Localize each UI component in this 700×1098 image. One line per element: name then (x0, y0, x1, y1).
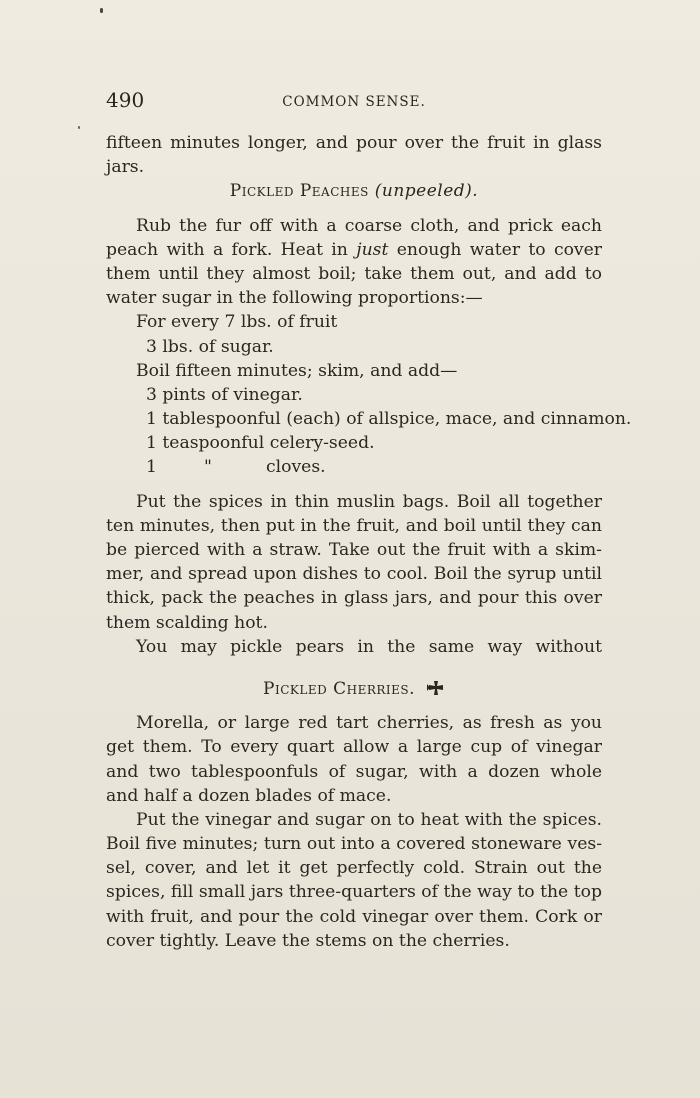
heading-text: Pickled Peaches (229, 181, 369, 202)
text-line: fifteen minutes longer, and pour over the fruit in glass (106, 133, 602, 153)
text-line: with fruit, and pour the cold vinegar over them. Cork or (106, 906, 602, 927)
text-line: get them. To every quart allow a large cup of vinegar (106, 737, 602, 758)
ingredient: cloves. (266, 457, 326, 478)
text-line: them scalding hot. (106, 612, 268, 633)
text-line: cover tightly. Leave the stems on the cherries. (106, 930, 510, 951)
text-line: mer, and spread upon dishes to cool. Boil the syrup until (106, 564, 602, 585)
text-line: spices, fill small jars three-quarters of the way to the top (106, 882, 602, 903)
text-fragment: peach with a fork. Heat in (106, 239, 348, 260)
heading-note: (unpeeled). (374, 181, 479, 202)
running-head: COMMON SENSE. (282, 94, 426, 110)
text-line: Put the vinegar and sugar on to heat with the spices. (136, 809, 602, 830)
recipe-line: 1 teaspoonful celery-seed. (146, 433, 375, 454)
recipe-line (106, 455, 602, 479)
emphasis: just (356, 239, 389, 260)
text-line: Put the spices in thin muslin bags. Boil all together (136, 491, 602, 512)
section-heading-cherries (106, 677, 602, 701)
ditto-mark: " (204, 457, 212, 478)
text-line: You may pickle pears in the same way without (136, 636, 602, 657)
ink-speck (100, 8, 103, 13)
text-line: jars. (106, 157, 145, 178)
recipe-line: Boil fifteen minutes; skim, and add— (136, 360, 458, 381)
section-heading-peaches (106, 179, 602, 203)
recipe-line: For every 7 lbs. of fruit (136, 312, 338, 333)
page-header (106, 88, 602, 116)
text-fragment: enough water to cover (396, 239, 602, 260)
text-line (106, 238, 602, 262)
ink-speck (78, 126, 80, 129)
text-line: Morella, or large red tart cherries, as fresh as you (136, 713, 602, 734)
page-body (106, 131, 632, 953)
quantity: 1 (146, 457, 157, 478)
page-number: 490 (106, 88, 145, 112)
text-line: Rub the fur off with a coarse cloth, and prick each (136, 215, 602, 236)
recipe-line: 3 lbs. of sugar. (146, 336, 274, 357)
text-line: them until they almost boil; take them out, and add to (106, 263, 602, 284)
text-line: and two tablespoonfuls of sugar, with a dozen whole (106, 761, 602, 782)
text-line: ten minutes, then put in the fruit, and boil until they can (106, 515, 602, 536)
text-line: water sugar in the following proportions:— (106, 288, 483, 309)
heading-text: Pickled Cherries. (263, 678, 416, 699)
text-line: sel, cover, and let it get perfectly cold. Strain out the (106, 858, 602, 879)
text-line: be pierced with a straw. Take out the fruit with a skim- (106, 540, 602, 560)
recipe-line: 3 pints of vinegar. (146, 384, 303, 405)
recipe-line: 1 tablespoonful (each) of allspice, mace, and cinnamon. (146, 409, 632, 430)
text-line: thick, pack the peaches in glass jars, and pour this over (106, 588, 602, 609)
text-line: Boil five minutes; turn out into a covered stoneware ves- (106, 834, 602, 855)
text-line: and half a dozen blades of mace. (106, 785, 392, 806)
cross-icon (427, 679, 445, 703)
